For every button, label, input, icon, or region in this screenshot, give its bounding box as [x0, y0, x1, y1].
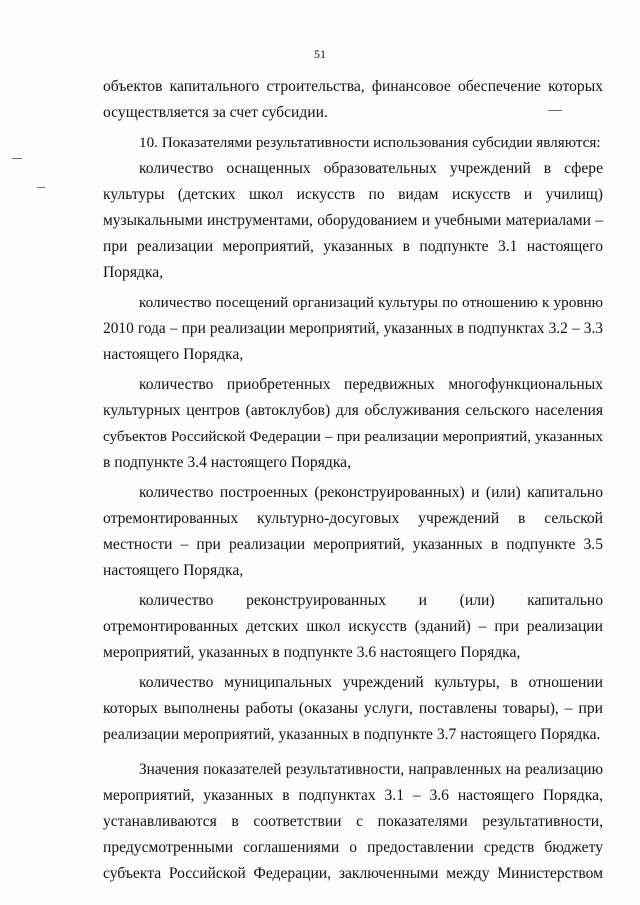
paragraph-line: отремонтированных детских школ искусств (зданий) – при реализации: [103, 618, 603, 635]
paragraph-line: которых выполнены работы (оказаны услуги, поставлены товары), – при: [103, 700, 603, 717]
paragraph-line: настоящего Порядка,: [103, 346, 244, 363]
paragraph-line: количество приобретенных передвижных многофункциональных: [139, 376, 603, 393]
paragraph-line: количество оснащенных образовательных учреждений в сфере: [139, 160, 603, 177]
scan-mark: [37, 187, 45, 188]
paragraph-continuation: [103, 74, 603, 126]
scan-mark: [12, 158, 22, 159]
paragraph-line: Значения показателей результативности, направленных на реализацию: [139, 761, 603, 778]
paragraph-line: культурных центров (автоклубов) для обслуживания сельского населения: [103, 402, 603, 419]
paragraph-line: отремонтированных культурно-досуговых учреждений в сельской: [103, 510, 603, 527]
paragraph-line: при реализации мероприятий, указанных в подпункте 3.1 настоящего: [103, 238, 603, 255]
paragraph-line: объектов капитального строительства, финансовое обеспечение которых: [103, 78, 603, 95]
paragraph-indicator: [103, 156, 603, 286]
paragraph-line: субъектов Российской Федерации – при реализации мероприятий, указанных: [103, 429, 603, 445]
paragraph-line: предусмотренными соглашениями о предоставлении средств бюджету: [103, 839, 603, 856]
paragraph-item-10: [103, 130, 603, 156]
paragraph-line: количество построенных (реконструированных) и (или) капитально: [139, 484, 603, 501]
paragraph-line: настоящего Порядка,: [103, 562, 244, 579]
paragraph-line: реализации мероприятий, указанных в подпункте 3.7 настоящего Порядка.: [103, 726, 601, 743]
paragraph-line: мероприятий, указанных в подпунктах 3.1 – 3.6 настоящего Порядка,: [103, 787, 603, 804]
paragraph-indicator: [103, 588, 603, 666]
paragraph-line: количество муниципальных учреждений культуры, в отношении: [139, 674, 603, 691]
paragraph-line: количество посещений организаций культуры по отношению к уровню: [139, 294, 603, 311]
paragraph-line: устанавливаются в соответствии с показателями результативности,: [103, 813, 603, 830]
paragraph-indicator: [103, 290, 603, 368]
paragraph-indicator: [103, 670, 603, 748]
paragraph-indicator: [103, 372, 603, 476]
paragraph-indicator: [103, 480, 603, 584]
paragraph-line: количество реконструированных и (или) капитально: [139, 592, 603, 609]
body-text: [103, 74, 603, 887]
paragraph-line: осуществляется за счет субсидии.: [103, 104, 328, 121]
paragraph-line: местности – при реализации мероприятий, указанных в подпункте 3.5: [103, 536, 603, 553]
paragraph-line: 2010 года – при реализации мероприятий, указанных в подпунктах 3.2 – 3.3: [103, 320, 603, 337]
paragraph-line: культуры (детских школ искусств по видам искусств и училищ): [103, 186, 603, 203]
paragraph-line: Порядка,: [103, 264, 164, 281]
paragraph-line: в подпункте 3.4 настоящего Порядка,: [103, 454, 351, 471]
paragraph-line: мероприятий, указанных в подпункте 3.6 настоящего Порядка,: [103, 644, 521, 661]
paragraph-line: 10. Показателями результативности использования субсидии являются:: [139, 134, 601, 151]
paragraph-values: [103, 757, 603, 887]
page-number: 51: [314, 47, 326, 61]
paragraph-line: музыкальными инструментами, оборудованием и учебными материалами –: [103, 212, 603, 229]
paragraph-line: субъекта Российской Федерации, заключенными между Министерством: [103, 865, 603, 882]
